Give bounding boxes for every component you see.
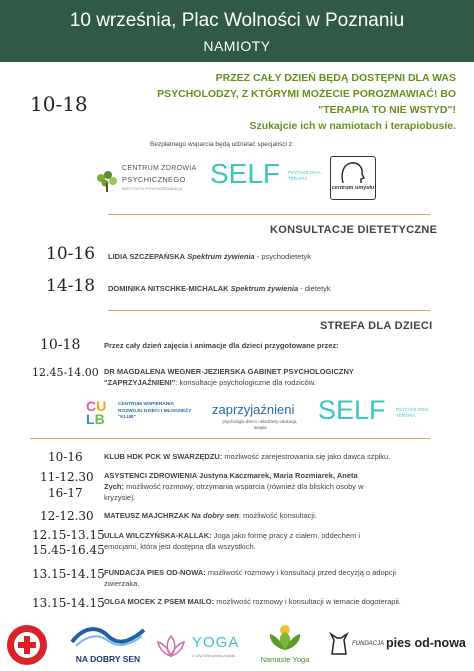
- diet-role-1: - psychodietetyk: [254, 252, 311, 261]
- logo-club: [86, 396, 196, 430]
- intro-line-4: Szukajcie ich w namiotach i terapiobusie.: [249, 120, 456, 132]
- list-row-3: MATEUSZ MAJCHRZAK Na dobry sen: możliwość konsultacji.: [104, 511, 317, 520]
- list-row-5: FUNDACJA PIES OD-NOWA: możliwość rozmowy i konsultacji przed decyzją o adopcji zwierzaka.: [104, 568, 396, 588]
- kids-name-2: DR MAGDALENA WEGNER-JEZIERSKA GABINET PSYCHOLOGICZNY: [104, 367, 354, 376]
- list-row-1: KLUB HDK PCK W SWARZĘDZU: możliwość zarejestrowania się jako dawca szpiku.: [104, 452, 391, 461]
- kids-row-1: Przez cały dzień zajęcia i animacje dla dzieci przygotowane przez:: [104, 341, 339, 350]
- diet-time-2: 14-18: [46, 276, 96, 296]
- list-time-5: 13.15-14.15: [32, 567, 105, 581]
- zap-sub: psychologia dzieci i młodzieży edukacja, terapia: [222, 419, 298, 430]
- list-time-2b: 16-17: [48, 486, 83, 500]
- logo-pck: [6, 624, 48, 666]
- club-text: CENTRUM WSPIERANIA ROZWOJU DZIECI I MŁODZIEŻY "KLUB": [118, 402, 192, 420]
- divider-1: [108, 214, 430, 215]
- club-mark: CU LB: [86, 398, 107, 427]
- kids-row-2: [104, 366, 404, 388]
- namaste-label: Namaste Yoga: [260, 655, 310, 664]
- kids-text-2: : konsultacje psychologiczne dla rodziców.: [175, 378, 316, 387]
- czp-line3: INSTYTUTU PSYCHOEDUKACJI: [122, 186, 183, 191]
- list-time-4: 12.15-13.15: [32, 528, 105, 542]
- logo-zaprzyjaznieni: [212, 400, 302, 432]
- fundacja-label: FUNDACJA: [352, 641, 385, 647]
- umysl-label: centrum umysłu: [331, 185, 375, 191]
- intro-line-2: PSYCHOLODZY, Z KTÓRYMI MOŻECIE POROZMAWIAĆ! BO: [157, 88, 456, 100]
- diet-role-2: - dietetyk: [298, 284, 331, 293]
- nds-label: NA DOBRY SEN: [75, 654, 141, 664]
- divider-2: [108, 310, 430, 311]
- list-row-4: ULLA WILCZYŃSKA-KALLAK: Joga jako formę pracy z ciałem, oddechem i emocjami, która jest dostępna dla wszystkich.: [104, 531, 361, 551]
- wave-icon: [70, 622, 146, 648]
- kids-org-2: "ZAPRZYJAŹNIENI": [104, 378, 176, 387]
- support-note: Bezpłatnego wsparcia będą udzielać specjaliści z:: [150, 141, 294, 148]
- logo-centrum-umyslu: [330, 156, 376, 200]
- diet-title: KONSULTACJE DIETETYCZNE: [270, 224, 438, 236]
- head-icon: [337, 159, 367, 185]
- intro-line-3: "TERAPIA TO NIE WSTYD"!: [318, 104, 456, 116]
- diet-name-2: DOMINIKA NITSCHKE-MICHALAK: [108, 284, 229, 293]
- logo-yoga: [156, 630, 246, 666]
- list-time-6: 13.15-14.15: [32, 596, 105, 610]
- self-mark: SELF: [210, 158, 281, 189]
- czp-line1: CENTRUM ZDROWIA: [122, 165, 197, 172]
- diet-time-1: 10-16: [46, 244, 96, 264]
- zap-mark: zaprzyjaźnieni: [212, 402, 295, 417]
- intro-text: [130, 70, 456, 134]
- kids-title: STREFA DLA DZIECI: [320, 320, 433, 332]
- header-banner: [0, 0, 474, 62]
- diet-org-1: Spektrum żywienia: [187, 252, 255, 261]
- logo-centrum-zdrowia: [92, 162, 202, 196]
- list-time-4b: 15.45-16.45: [32, 543, 105, 557]
- event-title: 10 września, Plac Wolności w Poznaniu: [69, 10, 405, 31]
- kids-time-1: 10-18: [40, 337, 81, 353]
- list-time-2: 11-12.30: [40, 470, 94, 484]
- pies-label: pies od-nowa: [386, 636, 466, 650]
- diet-row-2: [108, 283, 331, 294]
- lotus-icon: [156, 634, 186, 658]
- diet-row-1: [108, 251, 311, 262]
- list-time-1: 10-16: [48, 450, 83, 464]
- intro-time: 10-18: [30, 92, 88, 116]
- logo-namaste: [250, 622, 320, 666]
- self-sub: PSYCHOLOGIA TERAPIA: [288, 170, 321, 181]
- list-row-6: OLGA MOCEK Z PSEM MAILO: możliwość rozmowy i konsultacji w temacie dogoterapii.: [104, 597, 401, 606]
- diet-org-2: Spektrum żywienia: [230, 284, 299, 293]
- list-time-3: 12-12.30: [40, 509, 94, 523]
- self-mark-2: SELF: [318, 395, 386, 425]
- tree-icon: [92, 168, 122, 194]
- list-row-2: ASYSTENCI ZDROWIENIA Justyna Kaczmarek, Maria Rozmiarek, Aneta Zych: możliwość rozmowy, otrzymania wsparcia (również dla bliskich osoby w kryzysie).: [104, 471, 364, 502]
- logo-self-1: [210, 158, 322, 194]
- namaste-lotus-icon: [267, 622, 303, 652]
- yoga-label: YOGA: [192, 634, 240, 651]
- yoga-sub: z Ullą Wilczyńską-Kallak: [192, 653, 236, 658]
- logo-self-2: [318, 395, 430, 429]
- diet-name-1: LIDIA SZCZEPAŃSKA: [108, 252, 186, 261]
- event-subtitle: NAMIOTY: [203, 38, 271, 54]
- czp-line2: PSYCHICZNEGO: [122, 175, 186, 184]
- logo-pies-od-nowa: [328, 630, 472, 660]
- logo-na-dobry-sen: [68, 622, 148, 666]
- kids-time-2: 12.45-14.00: [32, 366, 99, 379]
- intro-line-1: PRZEZ CAŁY DZIEŃ BĘDĄ DOSTĘPNI DLA WAS: [215, 72, 456, 84]
- pck-badge-icon: [6, 624, 48, 666]
- self-sub-2: PSYCHOLOGIA TERAPIA: [396, 407, 429, 418]
- divider-3: [30, 438, 430, 439]
- dog-icon: [328, 632, 350, 656]
